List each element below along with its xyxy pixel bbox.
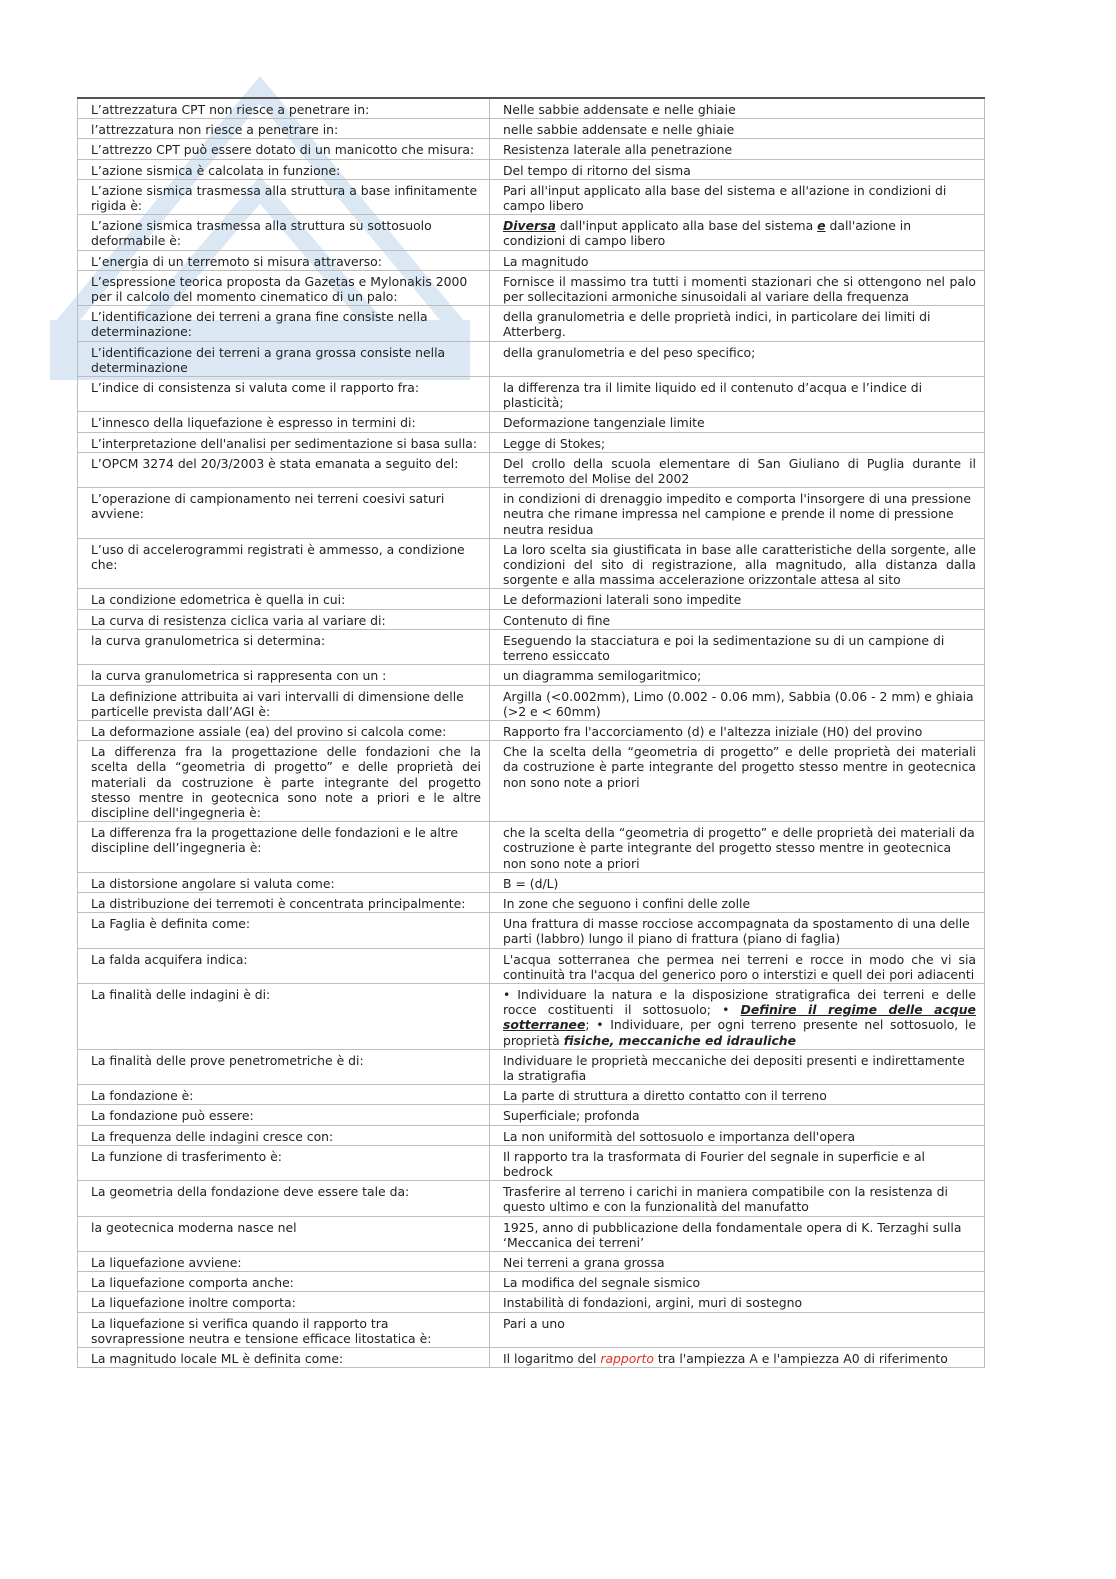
emphasis: Definire il regime delle acque sotterranee xyxy=(503,1002,976,1033)
question-cell: La fondazione può essere: xyxy=(78,1105,490,1125)
emphasis: e xyxy=(817,218,826,234)
answer-cell: Del tempo di ritorno del sisma xyxy=(490,159,985,179)
question-cell: L’energia di un terremoto si misura attraverso: xyxy=(78,250,490,270)
question-cell: La condizione edometrica è quella in cui: xyxy=(78,589,490,609)
question-cell: La differenza fra la progettazione delle fondazioni che la scelta della “geometria di progetto” e delle proprietà dei materiali da costruzione è parte integrante del progetto stesso mentre in geotecnica sono note a priori e le altre discipline dell'ingegneria è: xyxy=(78,741,490,822)
table-row xyxy=(78,139,985,159)
table-row xyxy=(78,179,985,214)
table-row xyxy=(78,270,985,305)
question-cell: La magnitudo locale ML è definita come: xyxy=(78,1348,490,1368)
answer-cell: Nelle sabbie addensate e nelle ghiaie xyxy=(490,98,985,119)
answer-cell: nelle sabbie addensate e nelle ghiaie xyxy=(490,119,985,139)
question-cell: L’attrezzatura CPT non riesce a penetrare in: xyxy=(78,98,490,119)
answer-cell: Instabilità di fondazioni, argini, muri di sostegno xyxy=(490,1292,985,1312)
question-cell: L’OPCM 3274 del 20/3/2003 è stata emanata a seguito del: xyxy=(78,452,490,487)
question-cell: La funzione di trasferimento è: xyxy=(78,1145,490,1180)
answer-cell: Superficiale; profonda xyxy=(490,1105,985,1125)
answer-cell: un diagramma semilogaritmico; xyxy=(490,665,985,685)
table-row xyxy=(78,1292,985,1312)
answer-cell xyxy=(490,983,985,1049)
question-cell: L’azione sismica è calcolata in funzione: xyxy=(78,159,490,179)
answer-cell: della granulometria e del peso specifico; xyxy=(490,341,985,376)
table-row xyxy=(78,412,985,432)
table-row xyxy=(78,1145,985,1180)
question-cell: L’innesco della liquefazione è espresso in termini di: xyxy=(78,412,490,432)
question-cell: L’identificazione dei terreni a grana fine consiste nella determinazione: xyxy=(78,306,490,341)
table-row xyxy=(78,1049,985,1084)
answer-cell: Argilla (<0.002mm), Limo (0.002 - 0.06 mm), Sabbia (0.06 - 2 mm) e ghiaia (>2 e < 60mm) xyxy=(490,685,985,720)
answer-cell: Legge di Stokes; xyxy=(490,432,985,452)
answer-cell: Pari all'input applicato alla base del sistema e all'azione in condizioni di campo libero xyxy=(490,179,985,214)
answer-cell: la differenza tra il limite liquido ed il contenuto d’acqua e l’indice di plasticità; xyxy=(490,377,985,412)
emphasis: Diversa xyxy=(503,218,556,234)
answer-cell xyxy=(490,1348,985,1368)
question-cell: La distribuzione dei terremoti è concentrata principalmente: xyxy=(78,892,490,912)
question-cell: L’uso di accelerogrammi registrati è ammesso, a condizione che: xyxy=(78,538,490,589)
table-row xyxy=(78,1085,985,1105)
highlight: rapporto xyxy=(600,1351,654,1367)
question-cell: L’azione sismica trasmessa alla struttura a base infinitamente rigida è: xyxy=(78,179,490,214)
answer-cell: Deformazione tangenziale limite xyxy=(490,412,985,432)
table-row xyxy=(78,872,985,892)
question-cell: La fondazione è: xyxy=(78,1085,490,1105)
table-row xyxy=(78,1348,985,1368)
table-row xyxy=(78,629,985,664)
answer-cell: B = (d/L) xyxy=(490,872,985,892)
table-row xyxy=(78,665,985,685)
question-cell: La liquefazione avviene: xyxy=(78,1252,490,1272)
answer-cell: Del crollo della scuola elementare di San Giuliano di Puglia durante il terremoto del Molise del 2002 xyxy=(490,452,985,487)
answer-cell: Fornisce il massimo tra tutti i momenti stazionari che si ottengono nel palo per sollecitazioni armoniche sinusoidali al variare della frequenza xyxy=(490,270,985,305)
table-row xyxy=(78,589,985,609)
question-cell: L’azione sismica trasmessa alla struttura su sottosuolo deformabile è: xyxy=(78,215,490,250)
question-cell: L’indice di consistenza si valuta come il rapporto fra: xyxy=(78,377,490,412)
question-cell: La definizione attribuita ai vari intervalli di dimensione delle particelle prevista dall’AGI è: xyxy=(78,685,490,720)
question-cell: La geometria della fondazione deve essere tale da: xyxy=(78,1181,490,1216)
table-row xyxy=(78,822,985,873)
answer-cell: Una frattura di masse rocciose accompagnata da spostamento di una delle parti (labbro) lungo il piano di frattura (piano di faglia) xyxy=(490,913,985,948)
answer-cell: 1925, anno di pubblicazione della fondamentale opera di K. Terzaghi sulla ‘Meccanica dei terreni’ xyxy=(490,1216,985,1251)
emphasis: fisiche, meccaniche ed idrauliche xyxy=(563,1032,797,1048)
table-row xyxy=(78,98,985,119)
answer-cell: Il rapporto tra la trasformata di Fourier del segnale in superficie e al bedrock xyxy=(490,1145,985,1180)
answer-cell: Resistenza laterale alla penetrazione xyxy=(490,139,985,159)
question-cell: La finalità delle prove penetrometriche è di: xyxy=(78,1049,490,1084)
answer-cell: In zone che seguono i confini delle zolle xyxy=(490,892,985,912)
table-row xyxy=(78,609,985,629)
question-cell: la curva granulometrica si rappresenta con un : xyxy=(78,665,490,685)
answer-text: Individuare, per ogni terreno presente nel sottosuolo, le proprietà xyxy=(503,1017,976,1048)
question-cell: la geotecnica moderna nasce nel xyxy=(78,1216,490,1251)
question-cell: La liquefazione comporta anche: xyxy=(78,1272,490,1292)
answer-cell: Trasferire al terreno i carichi in maniera compatibile con la resistenza di questo ultimo e con la funzionalità del manufatto xyxy=(490,1181,985,1216)
answer-cell: Che la scelta della “geometria di progetto” e delle proprietà dei materiali da costruzione è parte integrante del progetto stesso mentre in geotecnica non sono note a priori xyxy=(490,741,985,822)
table-row xyxy=(78,452,985,487)
answer-cell: Eseguendo la stacciatura e poi la sedimentazione su di un campione di terreno essiccato xyxy=(490,629,985,664)
answer-cell: Le deformazioni laterali sono impedite xyxy=(490,589,985,609)
table-row xyxy=(78,1252,985,1272)
question-cell: la curva granulometrica si determina: xyxy=(78,629,490,664)
table-row xyxy=(78,1312,985,1347)
answer-cell xyxy=(490,215,985,250)
answer-cell: in condizioni di drenaggio impedito e comporta l'insorgere di una pressione neutra che rimane impressa nel campione e prende il nome di pressione neutra residua xyxy=(490,488,985,539)
qa-table xyxy=(77,97,985,1368)
table-row xyxy=(78,538,985,589)
table-row xyxy=(78,432,985,452)
table-row xyxy=(78,892,985,912)
answer-cell: La loro scelta sia giustificata in base alle caratteristiche della sorgente, alle condizioni del sito di registrazione, alla magnitudo, alla distanza dalla sorgente e alla massima accelerazione orizzontale attesa al sito xyxy=(490,538,985,589)
answer-cell: L'acqua sotterranea che permea nei terreni e rocce in modo che vi sia continuità tra l'acqua del generico poro o interstizi e quell dei pori adiacenti xyxy=(490,948,985,983)
question-cell: L’attrezzo CPT può essere dotato di un manicotto che misura: xyxy=(78,139,490,159)
table-row xyxy=(78,377,985,412)
table-row xyxy=(78,948,985,983)
table-row xyxy=(78,913,985,948)
table-row xyxy=(78,983,985,1049)
answer-cell: della granulometria e delle proprietà indici, in particolare dei limiti di Atterberg. xyxy=(490,306,985,341)
answer-text: dall'azione in condizioni di campo libero xyxy=(503,218,912,249)
bullet: • xyxy=(503,986,511,1002)
table-row xyxy=(78,720,985,740)
question-cell: La Faglia è definita come: xyxy=(78,913,490,948)
bullet: • xyxy=(722,1002,730,1018)
question-cell: La liquefazione si verifica quando il rapporto tra sovrapressione neutra e tensione efficace litostatica è: xyxy=(78,1312,490,1347)
answer-cell: La parte di struttura a diretto contatto con il terreno xyxy=(490,1085,985,1105)
answer-cell: Individuare le proprietà meccaniche dei depositi presenti e indirettamente la stratigrafia xyxy=(490,1049,985,1084)
question-cell: La curva di resistenza ciclica varia al variare di: xyxy=(78,609,490,629)
answer-cell: che la scelta della “geometria di progetto” e delle proprietà dei materiali da costruzione è parte integrante del progetto stesso mentre in geotecnica non sono note a priori xyxy=(490,822,985,873)
question-cell: La liquefazione inoltre comporta: xyxy=(78,1292,490,1312)
question-cell: L’operazione di campionamento nei terreni coesivi saturi avviene: xyxy=(78,488,490,539)
question-cell: La falda acquifera indica: xyxy=(78,948,490,983)
answer-text: Il logaritmo del xyxy=(503,1351,601,1367)
table-row xyxy=(78,1272,985,1292)
table-row xyxy=(78,685,985,720)
table-row xyxy=(78,1181,985,1216)
table-row xyxy=(78,1216,985,1251)
answer-cell: Nei terreni a grana grossa xyxy=(490,1252,985,1272)
table-row xyxy=(78,341,985,376)
answer-cell: La non uniformità del sottosuolo e importanza dell'opera xyxy=(490,1125,985,1145)
answer-cell: Contenuto di fine xyxy=(490,609,985,629)
table-row xyxy=(78,119,985,139)
answer-text: tra l'ampiezza A e l'ampiezza A0 di riferimento xyxy=(653,1351,948,1367)
answer-text: Individuare la natura e la disposizione stratigrafica dei terreni e delle rocce costituenti il sottosuolo; xyxy=(503,986,976,1018)
table-row xyxy=(78,488,985,539)
answer-text: ; xyxy=(585,1017,597,1033)
table-row xyxy=(78,741,985,822)
question-cell: L’interpretazione dell'analisi per sedimentazione si basa sulla: xyxy=(78,432,490,452)
table-row xyxy=(78,306,985,341)
table-row xyxy=(78,1125,985,1145)
table-row xyxy=(78,159,985,179)
table-row xyxy=(78,1105,985,1125)
question-cell: l’attrezzatura non riesce a penetrare in: xyxy=(78,119,490,139)
table-row xyxy=(78,215,985,250)
question-cell: La deformazione assiale (ea) del provino si calcola come: xyxy=(78,720,490,740)
question-cell: La finalità delle indagini è di: xyxy=(78,983,490,1049)
bullet: • xyxy=(596,1017,604,1033)
answer-cell: Rapporto fra l'accorciamento (d) e l'altezza iniziale (H0) del provino xyxy=(490,720,985,740)
question-cell: L’identificazione dei terreni a grana grossa consiste nella determinazione xyxy=(78,341,490,376)
answer-cell: La modifica del segnale sismico xyxy=(490,1272,985,1292)
question-cell: La differenza fra la progettazione delle fondazioni e le altre discipline dell’ingegneria è: xyxy=(78,822,490,873)
table-row xyxy=(78,250,985,270)
answer-cell: Pari a uno xyxy=(490,1312,985,1347)
answer-cell: La magnitudo xyxy=(490,250,985,270)
question-cell: La frequenza delle indagini cresce con: xyxy=(78,1125,490,1145)
question-cell: La distorsione angolare si valuta come: xyxy=(78,872,490,892)
question-cell: L’espressione teorica proposta da Gazetas e Mylonakis 2000 per il calcolo del momento cinematico di un palo: xyxy=(78,270,490,305)
answer-text: dall'input applicato alla base del sistema xyxy=(555,218,818,234)
